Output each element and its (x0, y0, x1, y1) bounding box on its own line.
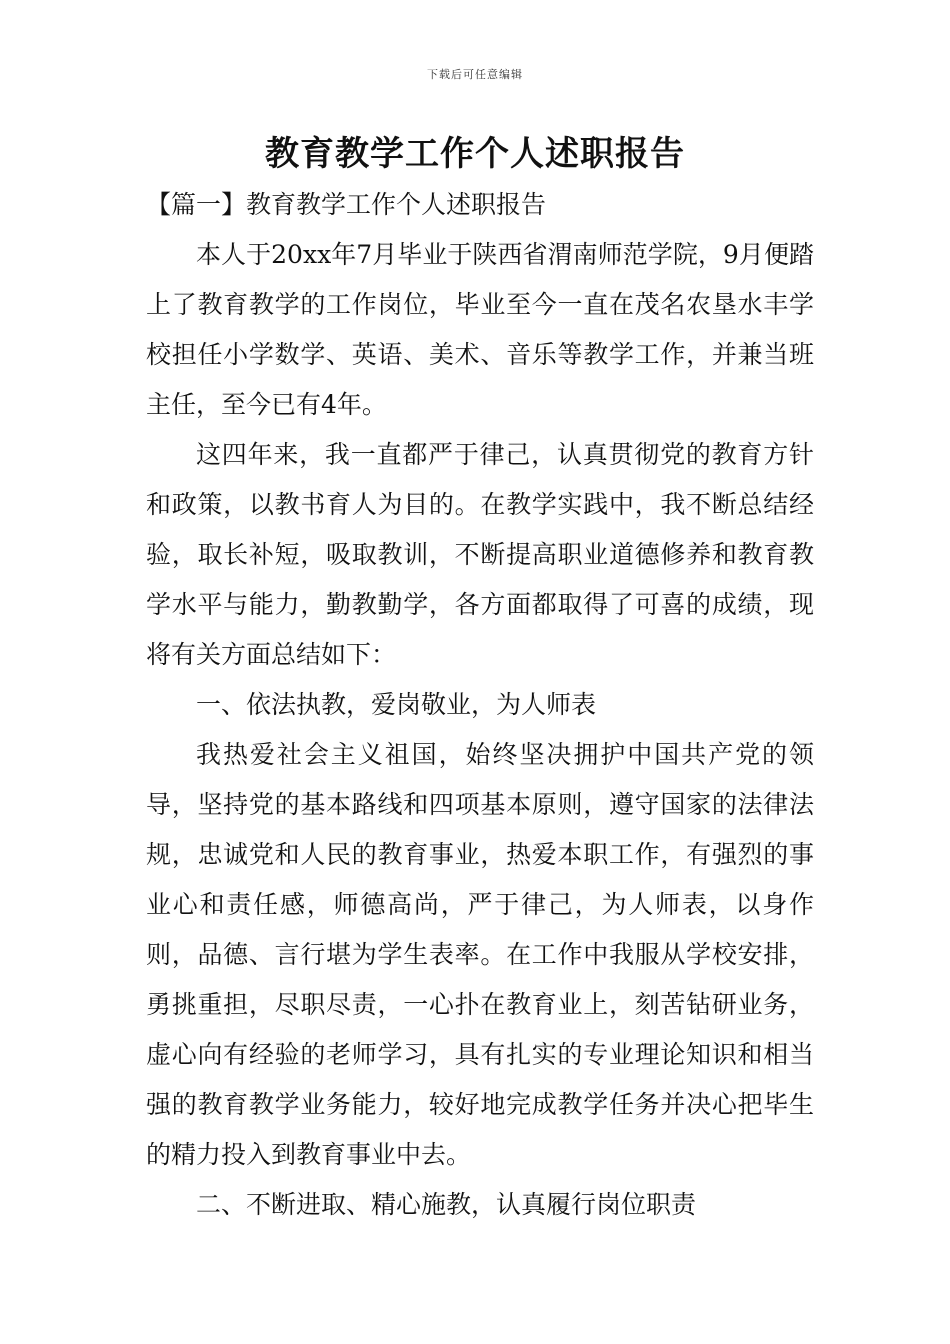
subheading-1: 一、依法执教，爱岗敬业，为人师表 (196, 690, 597, 719)
paragraph-summary: 这四年来，我一直都严于律己，认真贯彻党的教育方针和政策，以教书育人为目的。在教学实践中，我不断总结经验，取长补短，吸取教训，不断提高职业道德修养和教育教学水平与能力，勤教勤学，各方面都取得了可喜的成绩，现将有关方面总结如下： (146, 440, 814, 669)
subheading-2: 二、不断进取、精心施教，认真履行岗位职责 (196, 1190, 697, 1219)
section-heading: 【篇一】教育教学工作个人述职报告 (146, 190, 547, 219)
header-note: 下载后可任意编辑 (427, 68, 523, 81)
paragraph-ethics: 我热爱社会主义祖国，始终坚决拥护中国共产党的领导，坚持党的基本路线和四项基本原则，遵守国家的法律法规，忠诚党和人民的教育事业，热爱本职工作，有强烈的事业心和责任感，师德高尚，严于律己，为人师表，以身作则，品德、言行堪为学生表率。在工作中我服从学校安排，勇挑重担，尽职尽责，一心扑在教育业上，刻苦钻研业务，虚心向有经验的老师学习，具有扎实的专业理论知识和相当强的教育教学业务能力，较好地完成教学任务并决心把毕生的精力投入到教育事业中去。 (146, 740, 814, 1169)
document-body (146, 180, 814, 1230)
paragraph-intro: 本人于20xx年7月毕业于陕西省渭南师范学院，9月便踏上了教育教学的工作岗位，毕业至今一直在茂名农垦水丰学校担任小学数学、英语、美术、音乐等教学工作，并兼当班主任，至今已有4年。 (146, 240, 814, 419)
document-title: 教育教学工作个人述职报告 (265, 134, 685, 174)
